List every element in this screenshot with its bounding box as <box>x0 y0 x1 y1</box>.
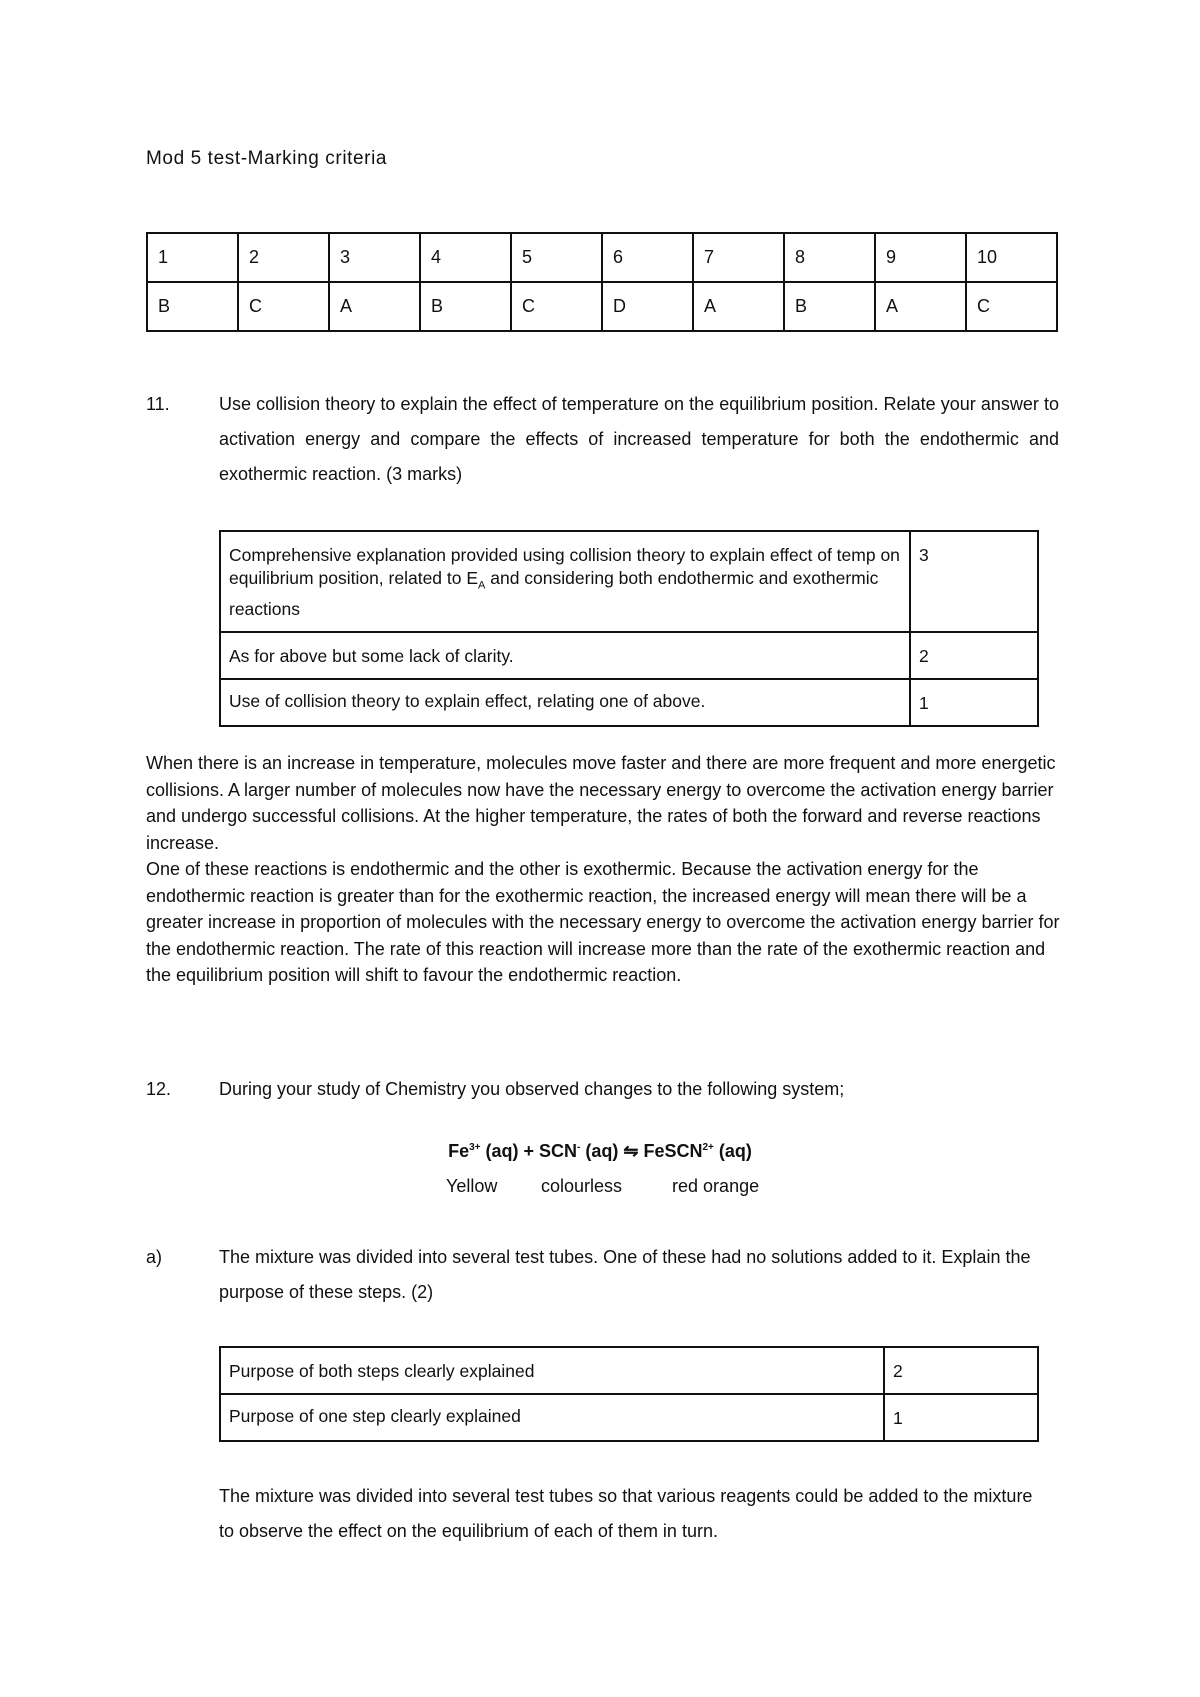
question-number: 6 <box>602 233 693 282</box>
question-number: 1 <box>147 233 238 282</box>
part-label: a) <box>146 1247 163 1267</box>
question-number: 2 <box>238 233 329 282</box>
rubric-score: 3 <box>910 531 1038 632</box>
answer-key-table <box>146 232 1058 332</box>
q11-marking-rubric <box>219 530 1039 727</box>
q12a-model-answer: The mixture was divided into several test tubes so that various reagents could be added to the mixture to observe the effect on the equilibrium of each of them in turn. <box>219 1486 1033 1541</box>
charge: 2+ <box>702 1142 714 1153</box>
answer-letter: C <box>238 282 329 331</box>
q11-model-answer-paragraph-2: One of these reactions is endothermic and the other is exothermic. Because the activation energy for the endothermic reaction is greater than for the exothermic reaction, the increased energy will mean there will be a greater increase in proportion of molecules with the necessary energy to overcome the activation energy barrier for the endothermic reaction. The rate of this reaction will increase more than the rate of the exothermic reaction and the equilibrium position will shift to favour the endothermic reaction. <box>146 859 1060 985</box>
question-number: 9 <box>875 233 966 282</box>
question-11 <box>146 387 1066 497</box>
question-text: During your study of Chemistry you observed changes to the following system; <box>219 1079 845 1099</box>
equation-text: (aq) <box>713 1141 752 1161</box>
question-number: 7 <box>693 233 784 282</box>
question-number: 3 <box>329 233 420 282</box>
answer-key-answers-row <box>147 282 1057 331</box>
answer-letter: D <box>602 282 693 331</box>
charge: - <box>577 1142 581 1153</box>
colour-label: colourless <box>541 1176 623 1196</box>
rubric-row <box>220 632 1038 679</box>
equation-formula <box>448 1141 752 1161</box>
question-text: Use collision theory to explain the effect of temperature on the equilibrium position. Relate your answer to activation energy and compare the effects of increased temperature for both the endothermic and exothermic reaction. (3 marks) <box>219 394 1059 484</box>
question-number: 4 <box>420 233 511 282</box>
species-colours <box>446 1176 846 1197</box>
rubric-score: 2 <box>910 632 1038 679</box>
question-number: 10 <box>966 233 1057 282</box>
rubric-score: 2 <box>884 1347 1038 1394</box>
answer-letter: B <box>420 282 511 331</box>
rubric-row <box>220 1394 1038 1441</box>
subscript: A <box>478 579 486 592</box>
criterion-text: and considering both endothermic and exothermic reactions <box>229 568 879 619</box>
equation-text: (aq) + SCN <box>480 1141 578 1161</box>
chemical-equation <box>0 1141 1200 1162</box>
question-12a <box>146 1240 1066 1320</box>
rubric-criterion: Use of collision theory to explain effect, relating one of above. <box>220 679 910 726</box>
criterion-text: Comprehensive explanation provided using collision theory to explain effect of temp on equilibrium position, related to E <box>229 545 900 588</box>
equation-text: (aq) <box>580 1141 624 1161</box>
question-number: 5 <box>511 233 602 282</box>
rubric-score: 1 <box>910 679 1038 726</box>
colour-label: Yellow <box>446 1176 498 1196</box>
rubric-criterion: Purpose of one step clearly explained <box>220 1394 884 1441</box>
rubric-row <box>220 679 1038 726</box>
rubric-row <box>220 1347 1038 1394</box>
question-12 <box>146 1072 1066 1112</box>
reactant-iron: Fe <box>448 1141 470 1161</box>
answer-letter: A <box>693 282 784 331</box>
answer-letter: B <box>147 282 238 331</box>
answer-letter: C <box>966 282 1057 331</box>
equilibrium-arrow-icon: ⇋ <box>623 1141 639 1161</box>
question-text: The mixture was divided into several test tubes. One of these had no solutions added to it. Explain the purpose of these steps. (2) <box>219 1247 1031 1302</box>
answer-letter: A <box>329 282 420 331</box>
page-title: Mod 5 test-Marking criteria <box>146 148 388 169</box>
rubric-score: 1 <box>884 1394 1038 1441</box>
question-number-label: 12. <box>146 1079 172 1099</box>
rubric-criterion <box>220 531 910 632</box>
product-complex: FeSCN <box>638 1141 703 1161</box>
rubric-criterion: Purpose of both steps clearly explained <box>220 1347 884 1394</box>
answer-letter: B <box>784 282 875 331</box>
colour-label: red orange <box>672 1176 760 1196</box>
q11-model-answer-paragraph-1: When there is an increase in temperature, molecules move faster and there are more frequent and more energetic collisions. A larger number of molecules now have the necessary energy to overcome the activation energy barrier and undergo successful collisions. At the higher temperature, the rates of both the forward and reverse reactions increase. <box>146 753 1056 853</box>
question-number: 8 <box>784 233 875 282</box>
charge: 3+ <box>469 1142 481 1153</box>
rubric-criterion: As for above but some lack of clarity. <box>220 632 910 679</box>
q12a-marking-rubric <box>219 1346 1039 1442</box>
rubric-row <box>220 531 1038 632</box>
answer-letter: A <box>875 282 966 331</box>
answer-letter: C <box>511 282 602 331</box>
answer-key-numbers-row <box>147 233 1057 282</box>
question-number-label: 11. <box>146 394 170 414</box>
